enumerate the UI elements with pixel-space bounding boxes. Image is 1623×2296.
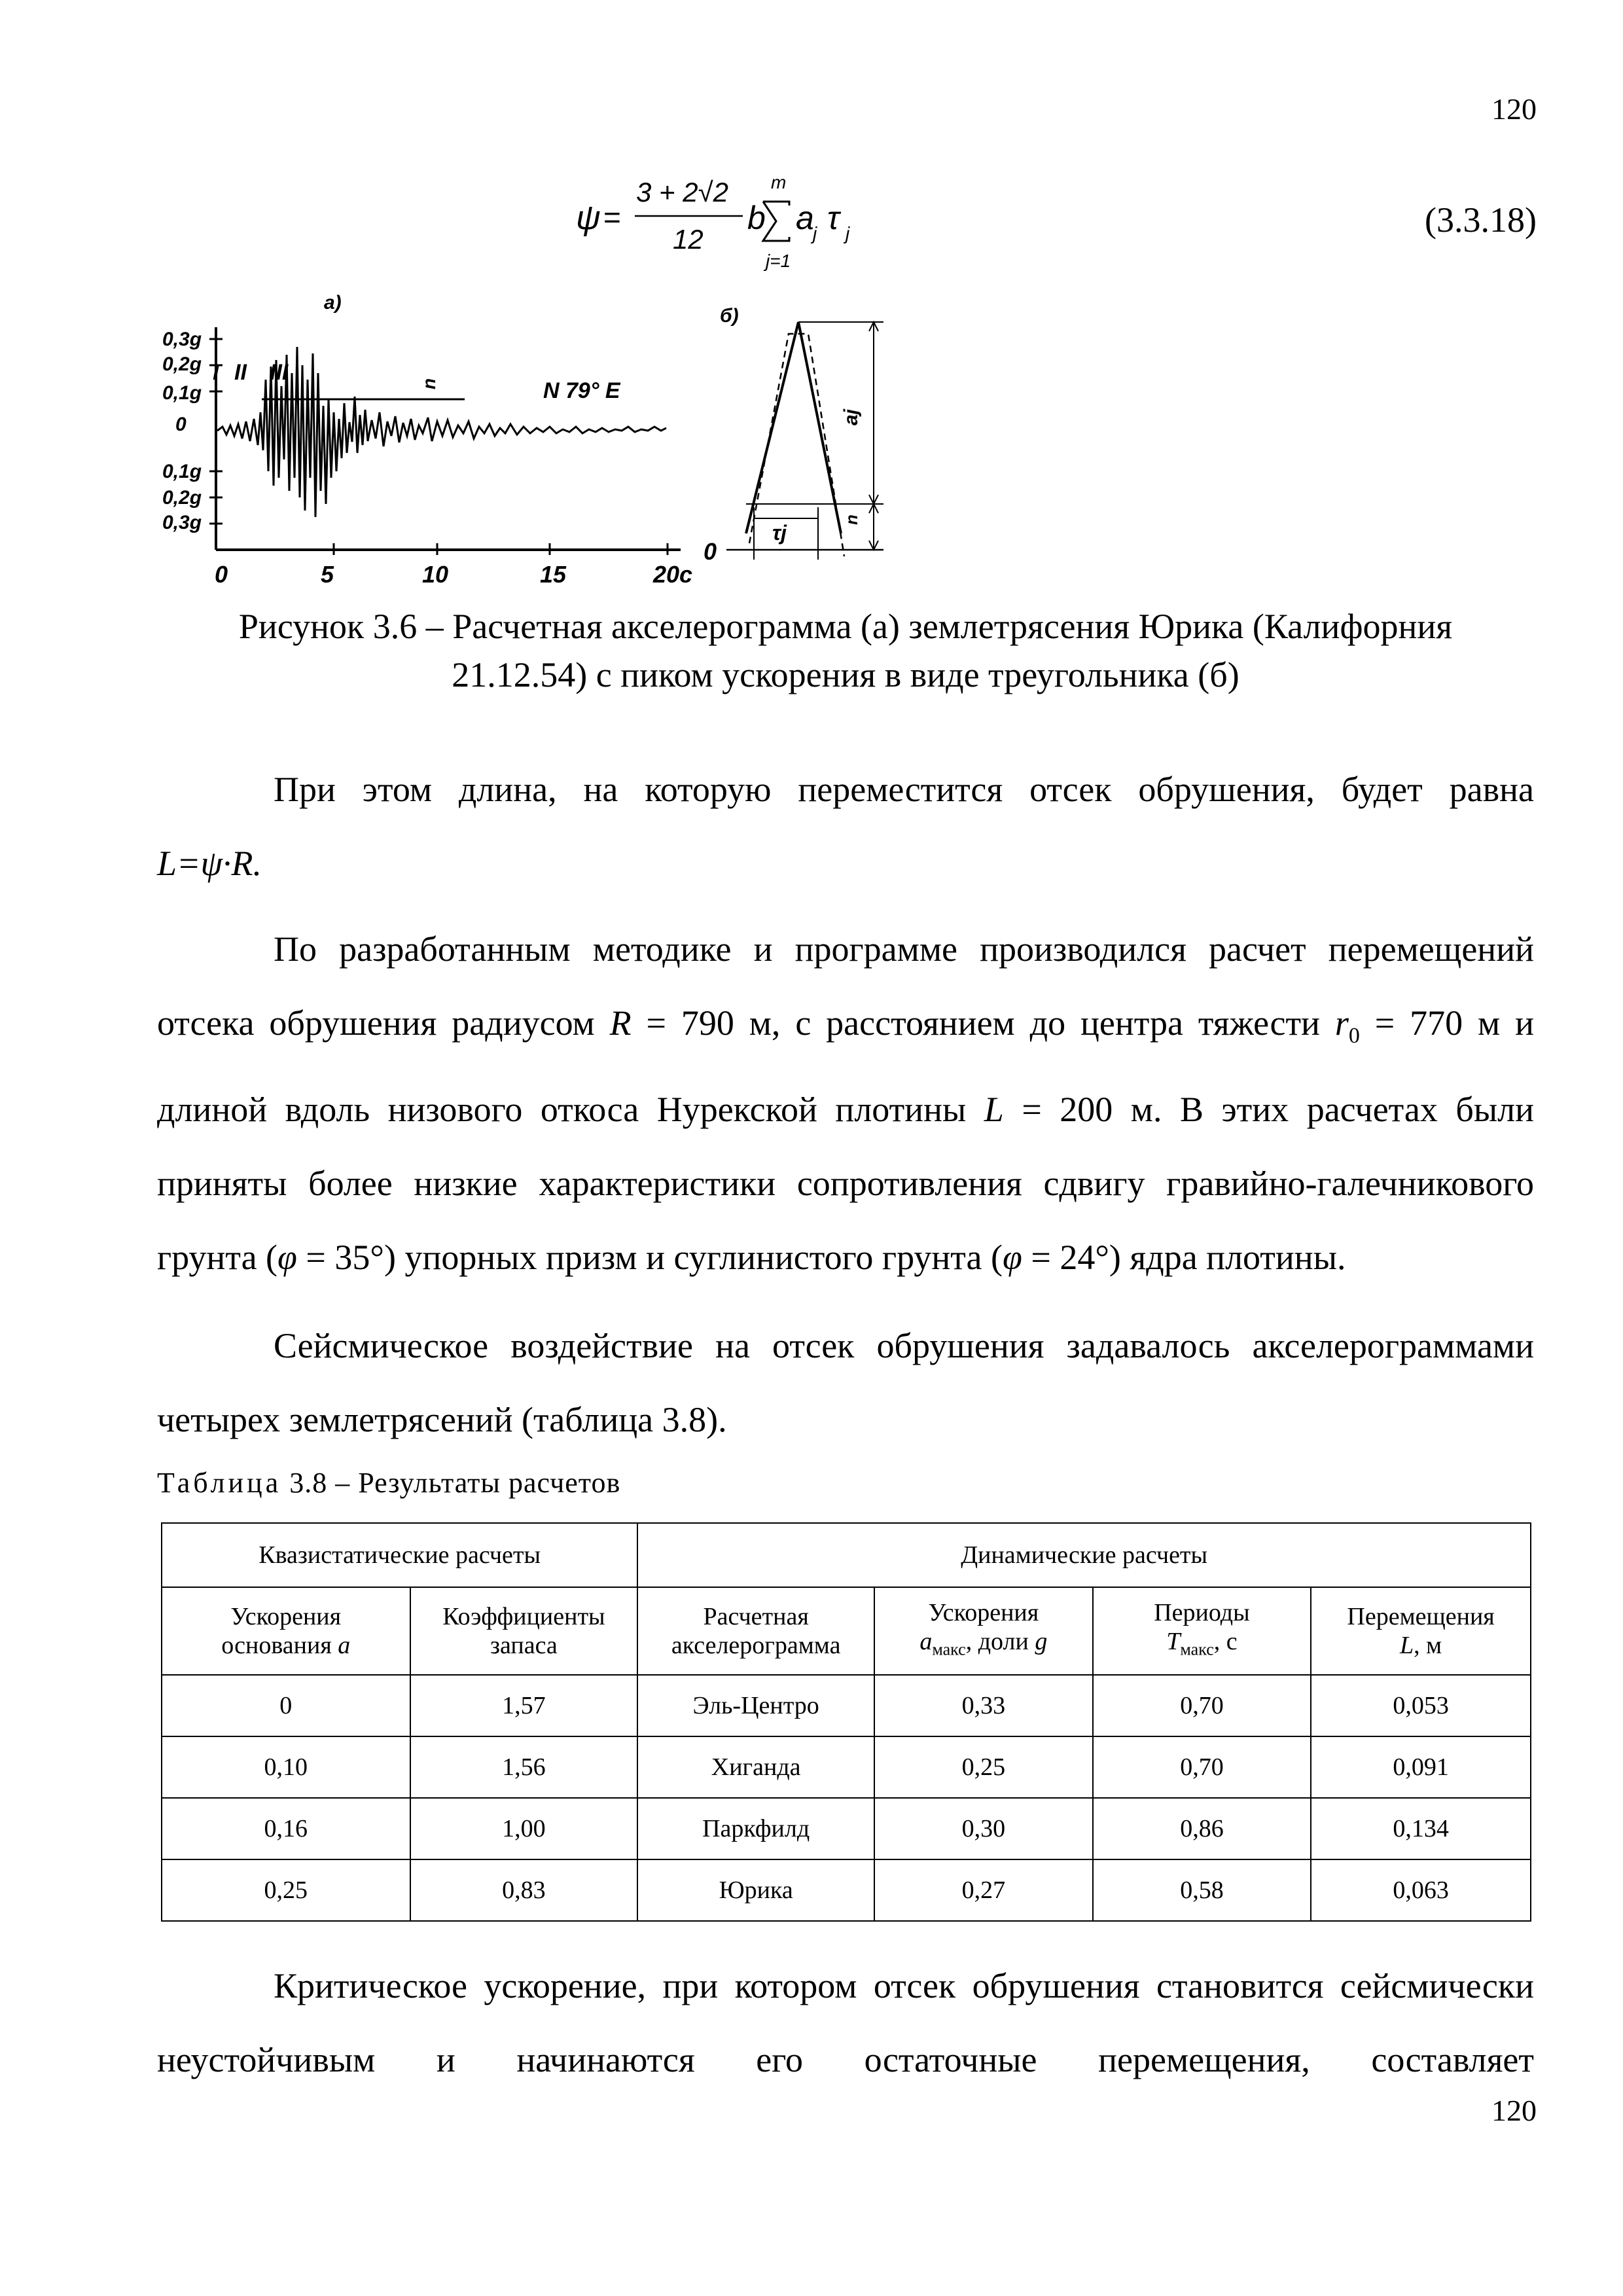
- table-cell: Юрика: [637, 1859, 874, 1921]
- table-cell: 0,053: [1311, 1675, 1531, 1736]
- label-panel-b: б): [720, 305, 739, 327]
- table-cell: 0,10: [162, 1736, 410, 1798]
- b-zero-label: 0: [704, 538, 717, 565]
- x-tick-5: 5: [321, 561, 334, 588]
- table-cell: 1,00: [410, 1798, 638, 1859]
- col4-rest: , доли: [965, 1627, 1035, 1655]
- col-header-accelerogram: [637, 1587, 874, 1675]
- b-aj-label: aj: [840, 408, 862, 425]
- formula-sum-upper: m: [771, 172, 787, 192]
- marker-i: I: [213, 360, 219, 385]
- col-header-period: [1093, 1587, 1311, 1675]
- page-number-top: 120: [1491, 92, 1537, 126]
- p2-phi1: φ: [277, 1237, 297, 1277]
- table-cell: 0,33: [874, 1675, 1093, 1736]
- table-cell: Эль-Центро: [637, 1675, 874, 1736]
- formula-svg: [563, 164, 929, 275]
- table-cell: 0,83: [410, 1859, 638, 1921]
- p2-part3: = 770 м и длиной вдоль низового откоса Нурекской плотины: [157, 1003, 1534, 1129]
- col-header-base-accel: [162, 1587, 410, 1675]
- y-tick-4: 0: [175, 414, 187, 435]
- table-cell: 0,70: [1093, 1675, 1311, 1736]
- table-row: [162, 1736, 1531, 1798]
- col2-line1: Коэффициенты: [442, 1603, 605, 1630]
- p2-part6: = 24°) ядра плотины.: [1022, 1237, 1346, 1277]
- col6-var: L: [1400, 1632, 1414, 1659]
- table-cell: 0,25: [162, 1859, 410, 1921]
- p2-var-r: R: [609, 1003, 632, 1043]
- formula-coef: b: [747, 200, 766, 236]
- col6-rest: , м: [1414, 1632, 1442, 1659]
- table-row: [162, 1798, 1531, 1859]
- table-cell: 0,58: [1093, 1859, 1311, 1921]
- p2-part1: По разработанным методике и программе производился расчет перемещений отсека обрушения радиусом: [157, 929, 1534, 1043]
- table-cell: Хиганда: [637, 1736, 874, 1798]
- table-cell: 1,56: [410, 1736, 638, 1798]
- formula-lhs: ψ: [576, 199, 601, 237]
- direction-label: N 79° E: [543, 378, 620, 403]
- paragraph-1-text: При этом длина, на которую переместится отсек обрушения, будет равна: [274, 770, 1534, 809]
- b-n-label: n: [842, 514, 861, 525]
- y-tick-3: 0,1g: [162, 382, 202, 404]
- table-cell: 0,134: [1311, 1798, 1531, 1859]
- formula-summand-a: a: [796, 200, 814, 236]
- formula-equals: =: [603, 200, 621, 234]
- marker-ii: II: [234, 360, 247, 385]
- figure-caption-line2: 21.12.54) с пиком ускорения в виде треугольника (б): [452, 655, 1240, 694]
- col-header-displacement: [1311, 1587, 1531, 1675]
- p2-part2: = 790 м, с расстоянием до центра тяжести: [631, 1003, 1335, 1043]
- results-table: [161, 1522, 1531, 1922]
- formula-psi: [563, 164, 929, 275]
- col4-line1: Ускорения: [928, 1598, 1039, 1626]
- col1-line1: Ускорения: [230, 1603, 342, 1630]
- col6-line1: Перемещения: [1347, 1603, 1495, 1630]
- paragraph-3: Сейсмическое воздействие на отсек обрушения задавалось акселерограммами четырех землетрясений (таблица 3.8).: [157, 1326, 1534, 1439]
- col-header-safety-factor: [410, 1587, 638, 1675]
- table-group-header: [162, 1523, 1531, 1587]
- table-cell: 0,063: [1311, 1859, 1531, 1921]
- table-cell: 0,86: [1093, 1798, 1311, 1859]
- x-tick-20: 20с: [653, 561, 693, 588]
- table-row: [162, 1859, 1531, 1921]
- col1-var: a: [338, 1632, 351, 1659]
- p2-phi2: φ: [1002, 1237, 1022, 1277]
- label-panel-a: а): [324, 292, 342, 314]
- x-tick-10: 10: [422, 561, 449, 588]
- table-title-rest: 3.8 – Результаты расчетов: [281, 1467, 621, 1499]
- col3-line2: акселерограмма: [671, 1632, 841, 1659]
- figure-caption-line1: Рисунок 3.6 – Расчетная акселерограмма (а) землетрясения Юрика (Калифорния: [238, 607, 1453, 646]
- table-title: [157, 1466, 620, 1499]
- table-cell: 0: [162, 1675, 410, 1736]
- table-cell: 1,57: [410, 1675, 638, 1736]
- col4-sub: макс: [932, 1640, 966, 1659]
- formula-numerator: 3 + 2√2: [636, 177, 728, 207]
- table-cell: 0,70: [1093, 1736, 1311, 1798]
- col1-line2: основания: [221, 1632, 338, 1659]
- y-tick-6: 0,2g: [162, 487, 202, 509]
- col4-g: g: [1035, 1627, 1048, 1655]
- header-quasistatic: Квазистатические расчеты: [162, 1523, 637, 1587]
- p2-var-r0: r: [1334, 1003, 1349, 1043]
- col3-line1: Расчетная: [703, 1603, 809, 1630]
- formula-sum-lower: j=1: [766, 251, 791, 271]
- paragraph-4: Критическое ускорение, при котором отсек обрушения становится сейсмически неустойчивым и начинаются его остаточные перемещения, составляет: [157, 1966, 1534, 2079]
- col5-var: T: [1166, 1627, 1181, 1655]
- figure-accelerogram: [157, 281, 910, 589]
- level-label: n: [419, 378, 439, 389]
- y-tick-5: 0,1g: [162, 461, 202, 482]
- sigma-sign: [763, 202, 789, 241]
- paragraph-1-formula: [157, 827, 1534, 901]
- table-cell: Паркфилд: [637, 1798, 874, 1859]
- formula-denominator: 12: [673, 224, 704, 255]
- b-tau-label: τj: [772, 521, 787, 545]
- p2-part4: = 200 м. В этих расчетах были приняты более низкие характеристики сопротивления сдвигу гравийно-галечникового грунта (: [157, 1089, 1535, 1277]
- table-cell: 0,30: [874, 1798, 1093, 1859]
- paragraph-1: [157, 753, 1534, 827]
- equation-number: (3.3.18): [1425, 200, 1537, 240]
- table-column-header: [162, 1587, 1531, 1675]
- p2-var-r0-sub: 0: [1348, 1023, 1360, 1048]
- p2-var-l: L: [984, 1089, 1004, 1129]
- table-title-prefix: Таблица: [157, 1467, 282, 1499]
- y-tick-7: 0,3g: [162, 512, 202, 533]
- col-header-max-accel: [874, 1587, 1093, 1675]
- p2-part5: = 35°) упорных призм и суглинистого грунта (: [296, 1237, 1003, 1277]
- table-row: [162, 1675, 1531, 1736]
- y-tick-1: 0,3g: [162, 329, 202, 350]
- table-cell: 0,091: [1311, 1736, 1531, 1798]
- y-tick-2: 0,2g: [162, 353, 202, 375]
- x-tick-0: 0: [215, 561, 228, 588]
- formula-sub-j2: j: [846, 223, 850, 243]
- table-cell: 0,25: [874, 1736, 1093, 1798]
- col5-line1: Периоды: [1154, 1598, 1250, 1626]
- page-number-bottom: 120: [1491, 2094, 1537, 2127]
- col2-line2: запаса: [490, 1632, 558, 1659]
- table-cell: 0,27: [874, 1859, 1093, 1921]
- table-cell: 0,16: [162, 1798, 410, 1859]
- col4-var: a: [919, 1627, 933, 1655]
- formula-summand-tau: τ: [827, 200, 840, 236]
- col5-sub: макс: [1180, 1640, 1214, 1659]
- marker-iii: III: [270, 360, 289, 385]
- formula-l-psi-r: L=ψ·R.: [157, 844, 262, 883]
- x-tick-15: 15: [540, 561, 567, 588]
- paragraph-2: [157, 912, 1534, 1295]
- header-dynamic: Динамические расчеты: [637, 1523, 1531, 1587]
- col5-rest: , с: [1213, 1627, 1238, 1655]
- formula-sub-j1: j: [813, 223, 817, 243]
